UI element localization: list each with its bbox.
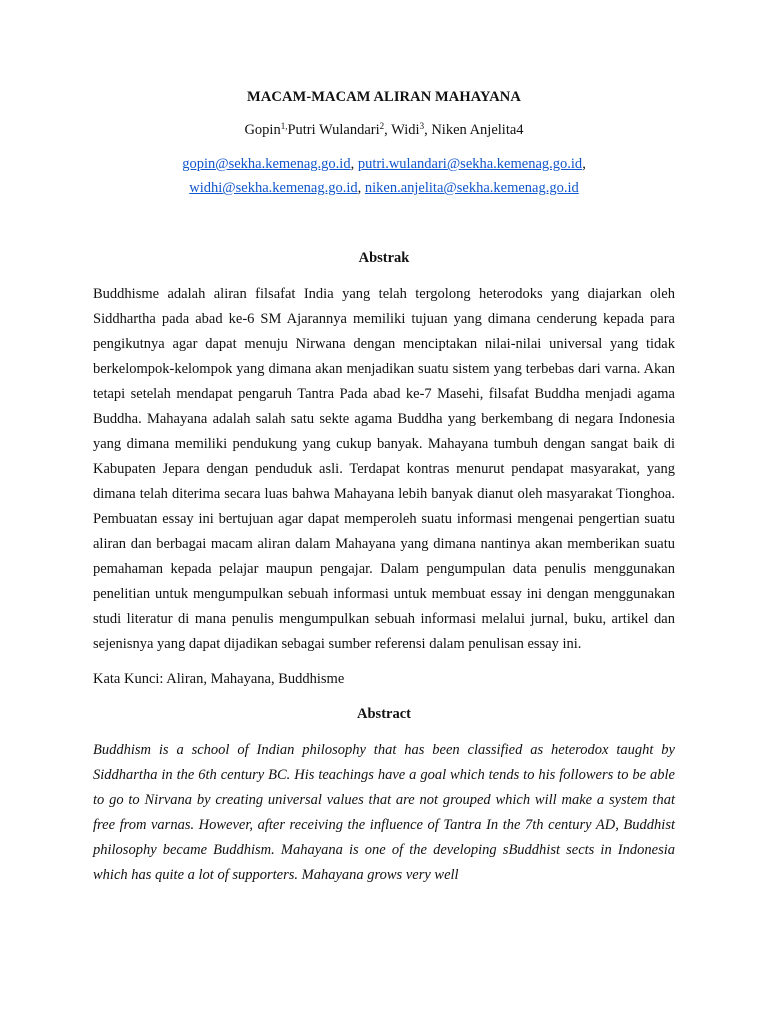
abstrak-heading: Abstrak: [358, 250, 410, 266]
author-affiliation: 1,: [280, 121, 288, 131]
abstract-paragraph: Buddhism is a school of Indian philosophy that has been classified as heterodox taught by Siddhartha in the 6th century BC. His teachings have a goal which tends to his followers to be able to go to Nirvana by creating universal values that are not grouped which will make a system that free from varnas. However, after receiving the influence of Tantra In the 7th century AD, Buddhist philosophy became Buddhism. Mahayana is one of the developing sBuddhist sects in Indonesia which has quite a lot of supporters. Mahayana grows very well: [93, 742, 675, 883]
email-separator: ,: [357, 180, 365, 196]
abstrak-paragraph: Buddhisme adalah aliran filsafat India yang telah tergolong heterodoks yang diajarkan oleh Siddhartha pada abad ke-6 SM Ajarannya memiliki tujuan yang dimana cenderung kepada para pengikutnya agar dapat menuju Nirwana dengan menciptakan nilai-nilai universal yang tidak berkelompok-kelompok yang dimana akan menjadikan suatu sistem yang terbebas dari varna. Akan tetapi setelah mendapat pengaruh Tantra Pada abad ke-7 Masehi, filsafat Buddha menjadi agama Buddha. Mahayana adalah salah satu sekte agama Buddha yang berkembang di negara Indonesia yang dimana memiliki pendukung yang cukup banyak. Mahayana tumbuh dengan sangat baik di Kabupaten Jepara dengan penduduk asli. Terdapat kontras menurut pendapat masyarakat, yang dimana telah diterima secara luas bahwa Mahayana lebih banyak dianut oleh masyarakat Tionghoa. Pembuatan essay ini bertujuan agar dapat memperoleh suatu informasi mengenai pengertian suatu aliran dan berbagai macam aliran dalam Mahayana yang dimana nantinya akan memberikan suatu pemahaman kepada pelajar maupun pengajar. Dalam pengumpulan data penulis menggunakan penelitian untuk mengumpulkan sebuah informasi untuk membuat essay ini dengan menggunakan studi literatur di mana penulis mengumpulkan sebuah informasi melalui jurnal, buku, artikel dan sejenisnya yang dapat dijadikan sebagai sumber referensi dalam penulisan essay ini.: [93, 286, 675, 652]
author-name: Widi: [391, 122, 420, 138]
keywords-line: Kata Kunci: Aliran, Mahayana, Buddhisme: [93, 671, 345, 687]
author-name: Putri Wulandari: [287, 122, 380, 138]
author-affiliation: 2: [379, 121, 385, 131]
author-affiliation: 3: [419, 121, 425, 131]
author-name: Gopin: [244, 122, 281, 138]
email-link[interactable]: gopin@sekha.kemenag.go.id: [182, 156, 351, 172]
email-list: [93, 152, 675, 200]
author-separator: ,: [424, 122, 432, 138]
author-name: Niken Anjelita4: [431, 122, 524, 138]
author-separator: ,: [384, 122, 392, 138]
email-line: [93, 176, 675, 200]
email-link[interactable]: niken.anjelita@sekha.kemenag.go.id: [364, 180, 579, 196]
email-line: [93, 152, 675, 176]
abstract-heading: Abstract: [357, 706, 411, 722]
email-separator: ,: [582, 156, 586, 172]
email-link[interactable]: widhi@sekha.kemenag.go.id: [189, 180, 358, 196]
author-list: [93, 119, 675, 141]
paper-title: MACAM-MACAM ALIRAN MAHAYANA: [247, 89, 521, 105]
email-link[interactable]: putri.wulandari@sekha.kemenag.go.id: [357, 156, 583, 172]
email-separator: ,: [350, 156, 358, 172]
